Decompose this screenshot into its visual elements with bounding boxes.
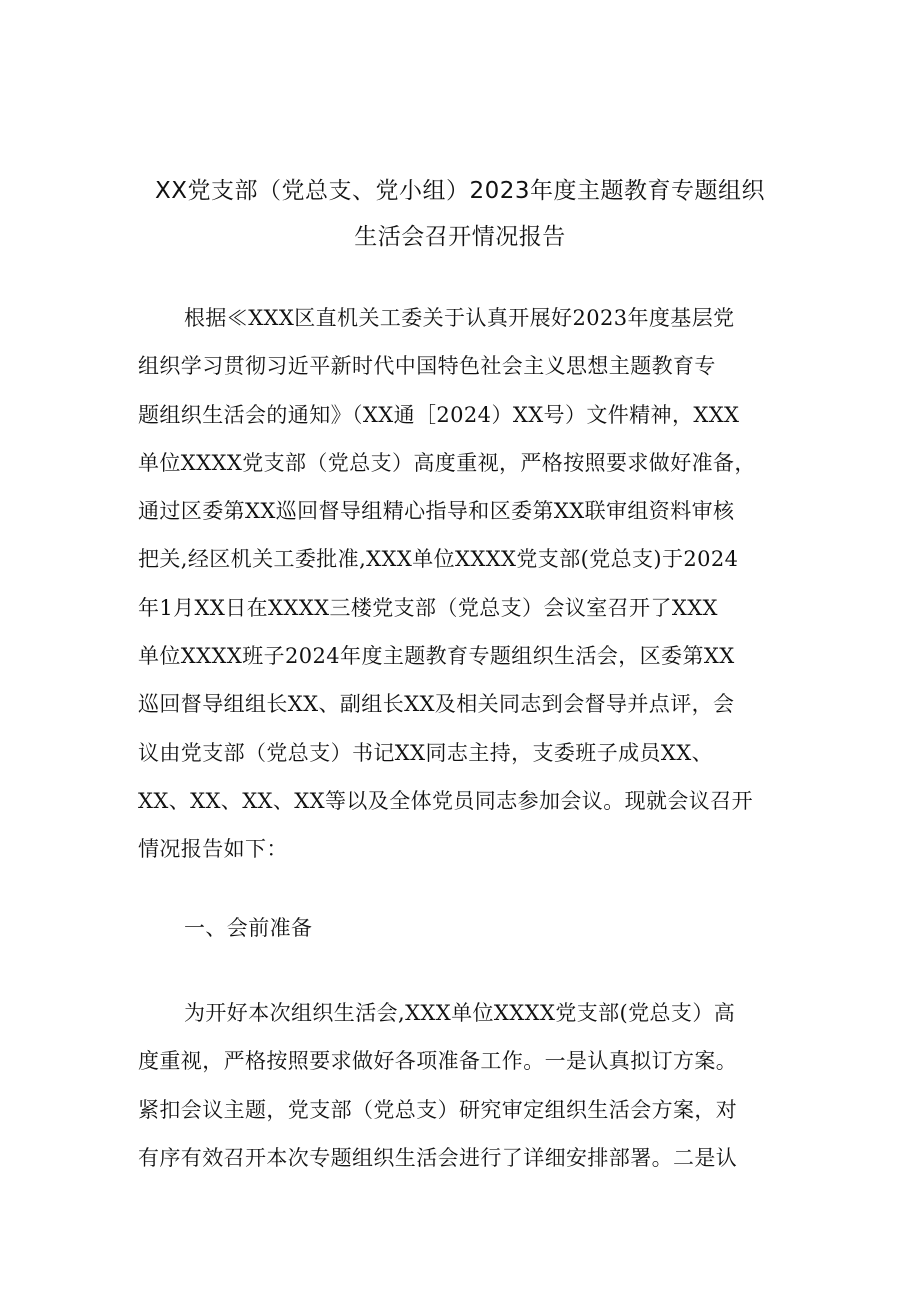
title-line-1: XX党支部（党总支、党小组）2023年度主题教育专题组织 bbox=[154, 178, 766, 204]
paragraph-line: 度重视，严格按照要求做好各项准备工作。一是认真拟订方案。 bbox=[138, 1049, 738, 1074]
paragraph-intro bbox=[138, 294, 790, 874]
paragraph-line: 单位XXXX班子2024年度主题教育专题组织生活会，区委第XX bbox=[138, 644, 735, 669]
title-line-2: 生活会召开情况报告 bbox=[354, 224, 566, 250]
paragraph-line: XX、XX、XX、XX等以及全体党员同志参加会议。现就会议召开 bbox=[138, 788, 753, 813]
document-title bbox=[120, 168, 800, 260]
paragraph-line: 为开好本次组织生活会,XXX单位XXXX党支部(党总支）高 bbox=[184, 1001, 736, 1025]
paragraph-line: 情况报告如下： bbox=[138, 837, 288, 862]
paragraph-line: 紧扣会议主题，党支部（党总支）研究审定组织生活会方案，对 bbox=[138, 1097, 738, 1122]
section-heading-preparation bbox=[138, 904, 790, 952]
paragraph-line: 把关,经区机关工委批准,XXX单位XXXX党支部(党总支)于2024 bbox=[138, 547, 739, 572]
paragraph-preparation bbox=[138, 989, 790, 1182]
paragraph-line: 巡回督导组组长XX、副组长XX及相关同志到会督导并点评，会 bbox=[138, 692, 735, 717]
paragraph-line: 年1月XX日在XXXX三楼党支部（党总支）会议室召开了XXX bbox=[138, 595, 718, 620]
paragraph-line: 组织学习贯彻习近平新时代中国特色社会主义思想主题教育专 bbox=[138, 354, 716, 379]
paragraph-line: 通过区委第XX巡回督导组精心指导和区委第XX联审组资料审核 bbox=[138, 499, 735, 524]
paragraph-line: 有序有效召开本次专题组织生活会进行了详细安排部署。二是认 bbox=[138, 1145, 738, 1170]
section-heading-text: 一、会前准备 bbox=[184, 916, 313, 940]
paragraph-line: 议由党支部（党总支）书记XX同志主持，支委班子成员XX、 bbox=[138, 740, 713, 765]
paragraph-line: 根据≪XXX区直机关工委关于认真开展好2023年度基层党 bbox=[184, 306, 735, 330]
paragraph-line: 单位XXXX党支部（党总支）高度重视，严格按照要求做好准备， bbox=[138, 450, 756, 475]
paragraph-line: 题组织生活会的通知》（XX通［2024）XX号）文件精神，XXX bbox=[138, 402, 740, 427]
